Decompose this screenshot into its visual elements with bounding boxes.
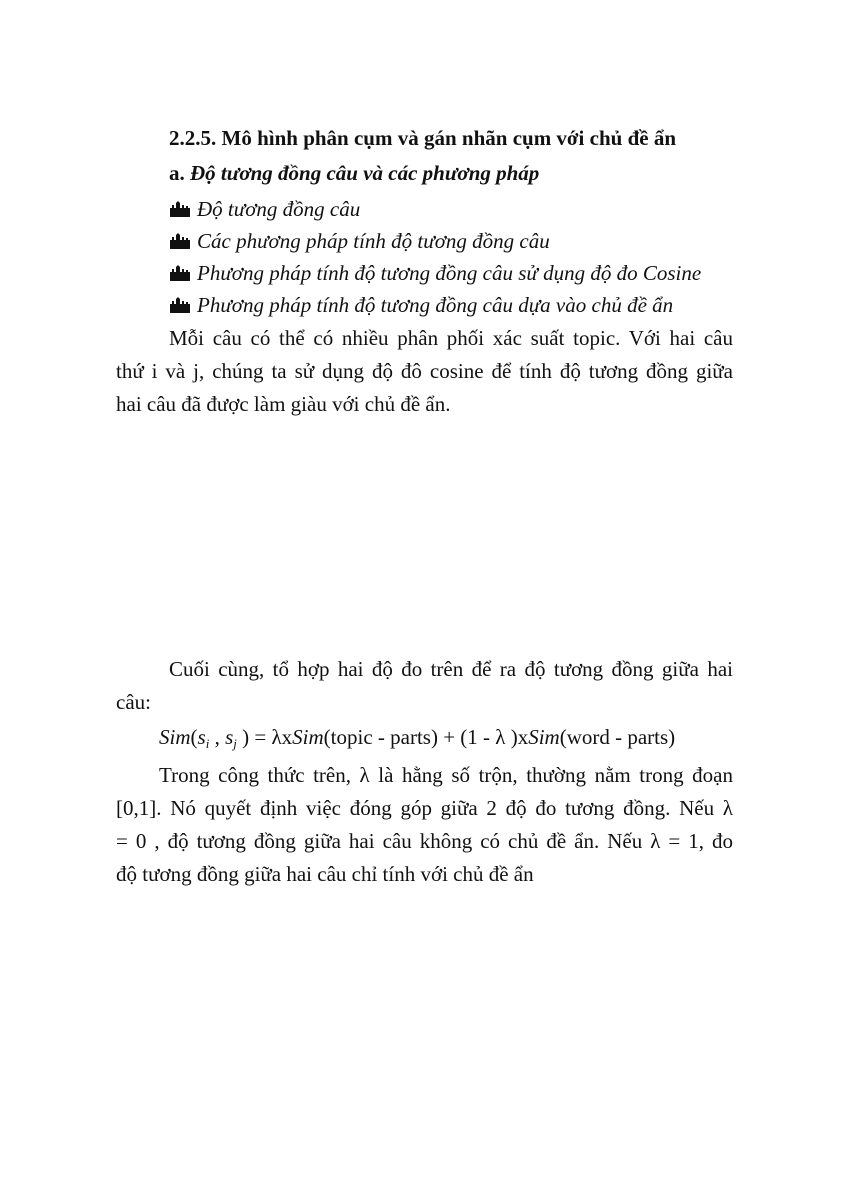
castle-bullet-icon	[169, 200, 191, 218]
bullet-item	[169, 228, 550, 254]
paragraph-line: Trong công thức trên, λ là hằng số trộn, thường nằm trong đoạn	[159, 763, 733, 787]
castle-bullet-icon	[169, 296, 191, 314]
formula-sep: ,	[209, 725, 226, 749]
section-heading: 2.2.5. Mô hình phân cụm và gán nhãn cụm với chủ đề ẩn	[169, 126, 677, 150]
similarity-formula: $Sim(s_i$ , $s_j$ ) = λxSim(topic - parts) + (1 - λ )xSim(word - parts)	[159, 725, 676, 751]
formula-sim: Sim	[292, 725, 324, 749]
paragraph-line: thứ i và j, chúng ta sử dụng độ đô cosine để tính độ tương đồng giữa	[116, 359, 733, 383]
formula-sub-i: i	[205, 736, 210, 751]
formula-sim: Sim	[528, 725, 560, 749]
bullet-text: Phương pháp tính độ tương đồng câu dựa vào chủ đề ẩn	[197, 293, 674, 317]
paragraph-line: = 0 , độ tương đồng giữa hai câu không có chủ đề ẩn. Nếu λ = 1, đo	[116, 829, 733, 853]
bullet-text: Phương pháp tính độ tương đồng câu sử dụng độ đo Cosine	[197, 261, 702, 285]
bullet-text: Độ tương đồng câu	[197, 197, 361, 221]
bullet-item	[169, 260, 701, 286]
paragraph-line: Mỗi câu có thể có nhiều phân phối xác suất topic. Với hai câu	[169, 326, 733, 350]
paragraph-line: [0,1]. Nó quyết định việc đóng góp giữa 2 độ đo tương đồng. Nếu λ	[116, 796, 733, 820]
formula-topic-parts: (topic - parts) + (1 - λ )x	[323, 725, 529, 749]
formula-sub-j: j	[233, 736, 237, 751]
paragraph-line: hai câu đã được làm giàu với chủ đề ẩn.	[116, 392, 451, 416]
formula-s-j: s	[225, 725, 234, 749]
bullet-text: Các phương pháp tính độ tương đồng câu	[197, 229, 550, 253]
formula-lambda: ) = λx	[236, 725, 293, 749]
castle-bullet-icon	[169, 264, 191, 282]
bullet-item	[169, 292, 673, 318]
subheading-prefix: a.	[169, 161, 185, 185]
castle-bullet-icon	[169, 232, 191, 250]
formula-word-parts: (word - parts)	[559, 725, 676, 749]
paragraph-line: độ tương đồng giữa hai câu chỉ tính với chủ đề ẩn	[116, 862, 534, 886]
formula-s-i: s	[197, 725, 206, 749]
formula-sim: Sim	[159, 725, 191, 749]
paragraph-line: Cuối cùng, tổ hợp hai độ đo trên để ra độ tương đồng giữa hai	[169, 657, 733, 681]
bullet-item	[169, 196, 360, 222]
subheading-text: Độ tương đồng câu và các phương pháp	[190, 161, 540, 185]
subheading	[169, 160, 539, 186]
paragraph-line: câu:	[116, 690, 151, 714]
